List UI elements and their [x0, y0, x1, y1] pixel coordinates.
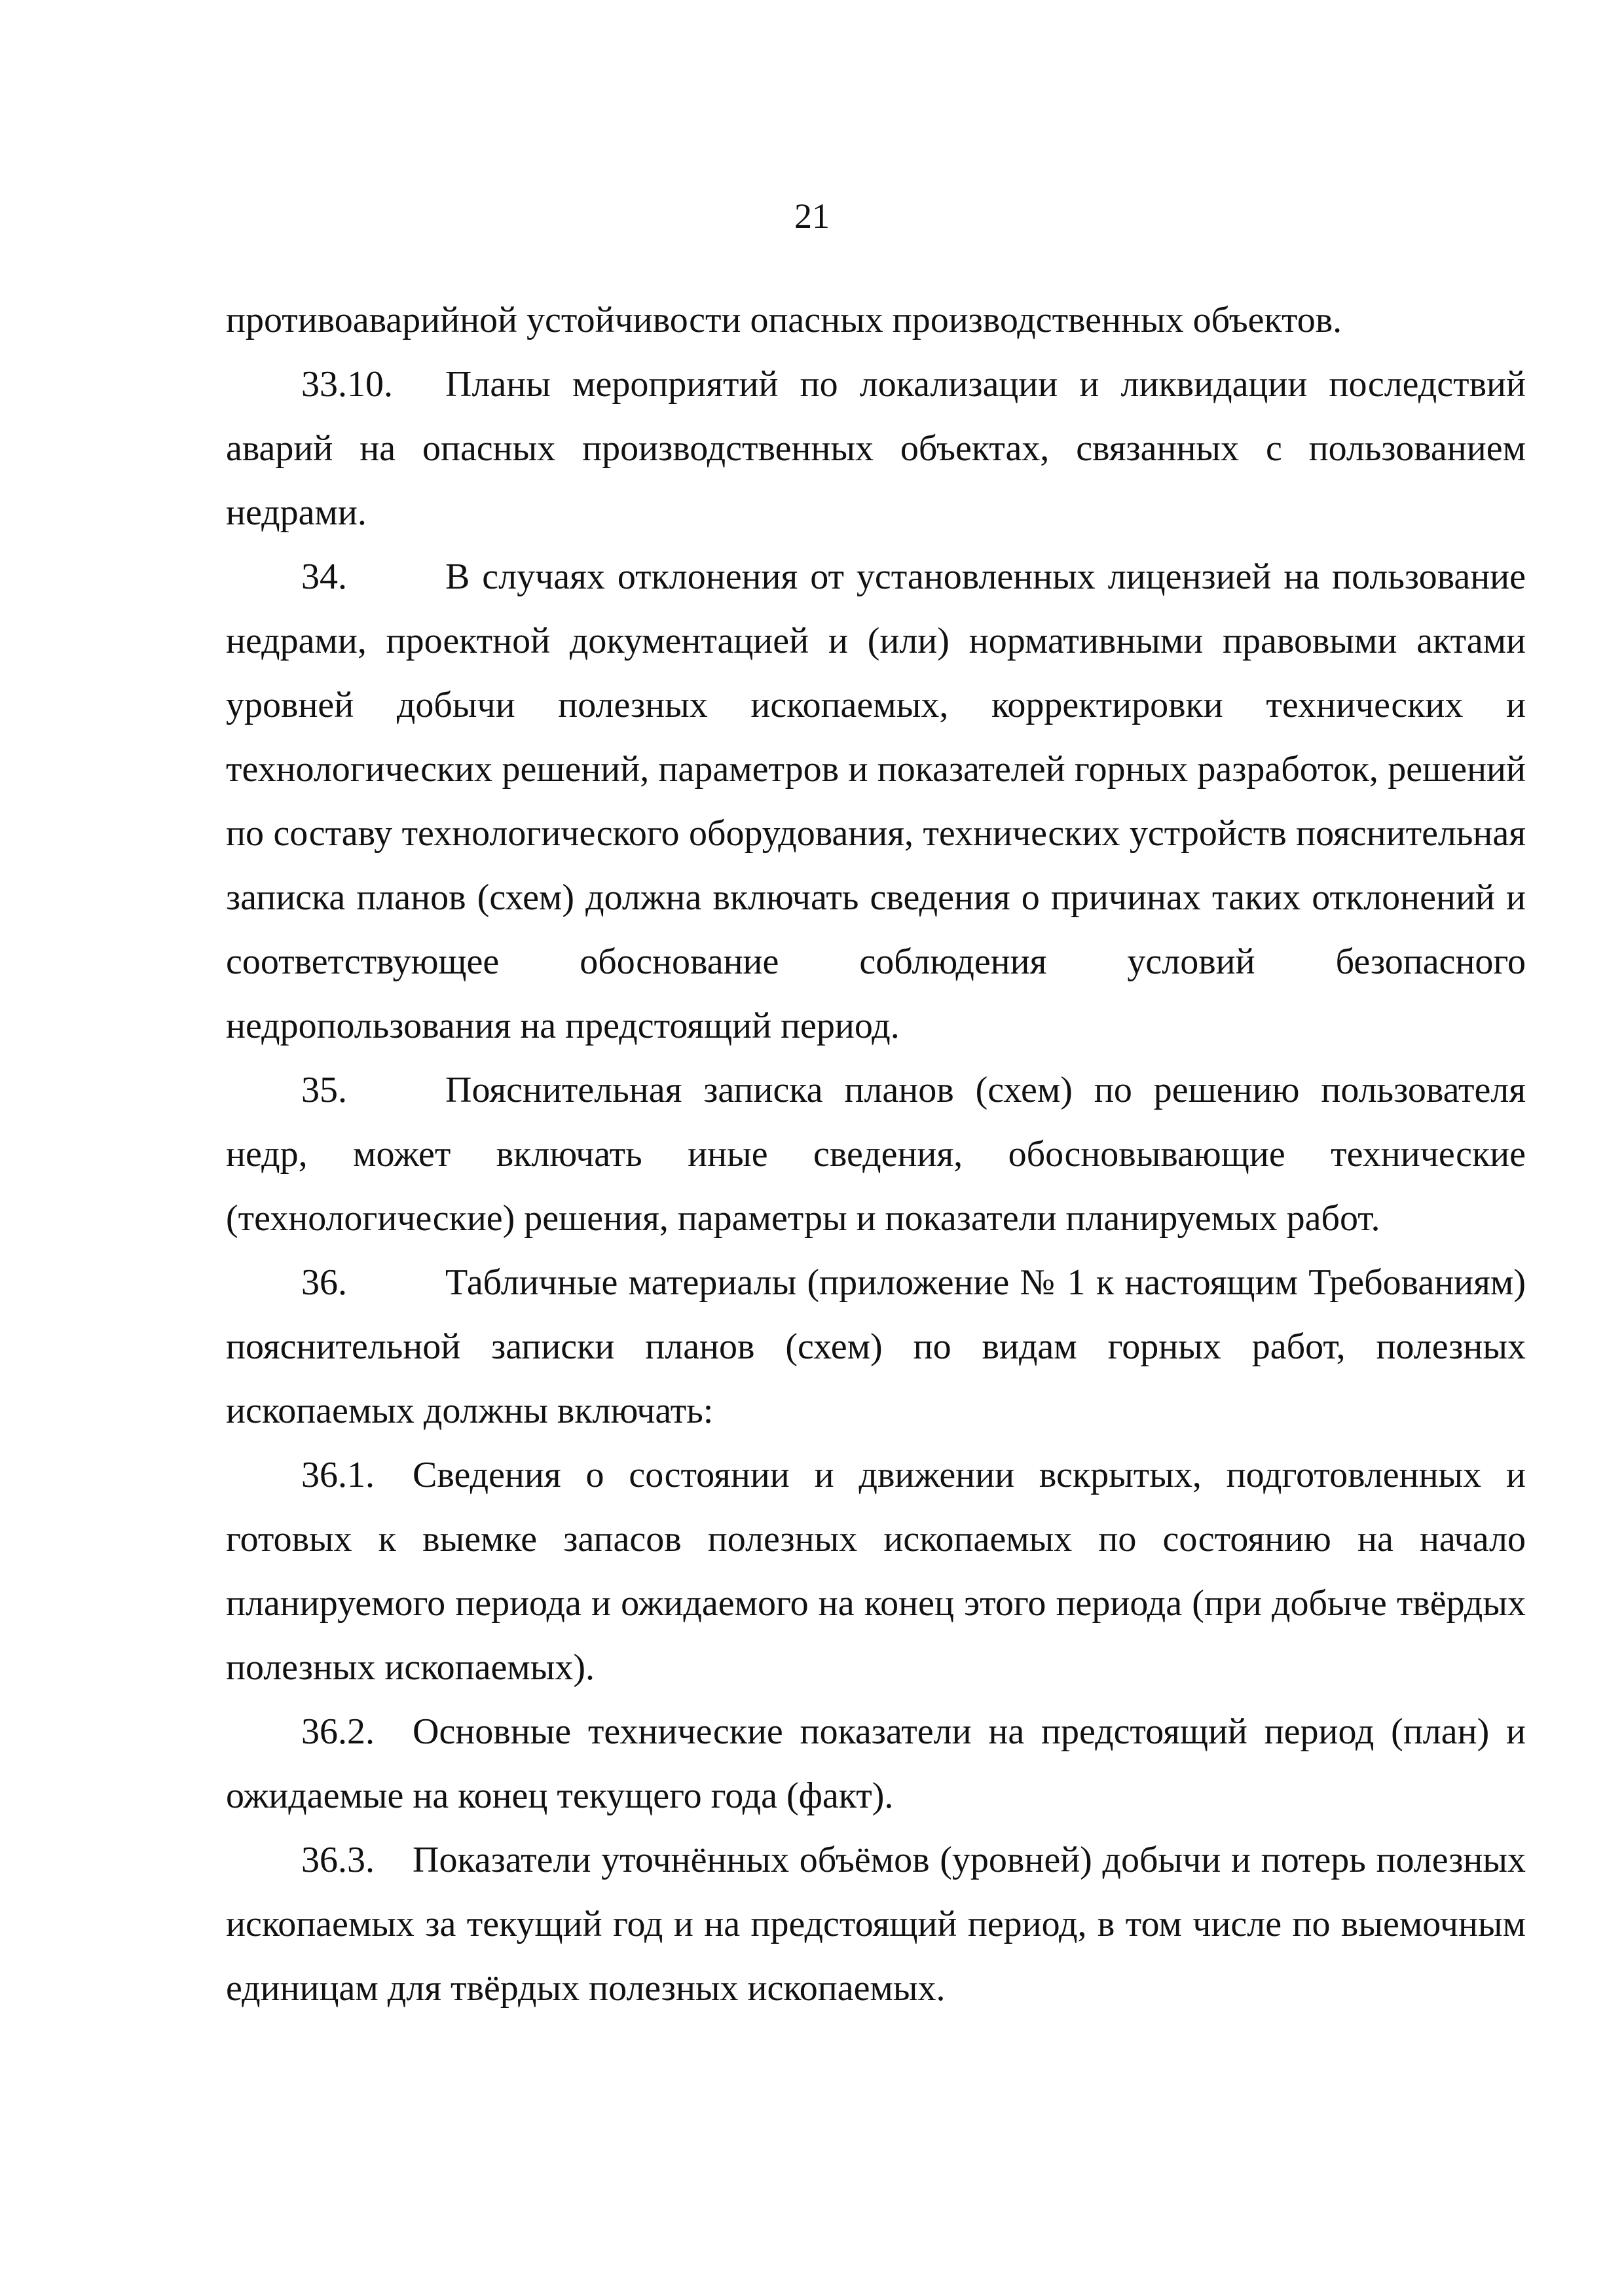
paragraph-text: Показатели уточнённых объёмов (уровней) добычи и потерь полезных ископаемых за текущий год и на предстоящий период, в том числе по выемочным единицам для твёрдых полезных ископаемых.	[226, 1840, 1526, 2009]
paragraph-text: Табличные материалы (приложение № 1 к настоящим Требованиям) пояснительной записки планов (схем) по видам горных работ, полезных ископаемых должны включать:	[226, 1262, 1526, 1431]
paragraph-number: 36.	[301, 1262, 347, 1303]
paragraph-36	[226, 1250, 1526, 1443]
paragraph-number: 36.2.	[301, 1711, 375, 1752]
paragraph-continuation	[226, 288, 1526, 352]
paragraph-text: Основные технические показатели на предстоящий период (план) и ожидаемые на конец текущего года (факт).	[226, 1711, 1526, 1816]
paragraph-number: 36.3.	[301, 1840, 375, 1880]
paragraph-34	[226, 545, 1526, 1058]
paragraph-text: противоаварийной устойчивости опасных производственных объектов.	[226, 300, 1342, 340]
paragraph-36-2	[226, 1700, 1526, 1828]
document-body	[226, 288, 1526, 2020]
paragraph-text: В случаях отклонения от установленных лицензией на пользование недрами, проектной документацией и (или) нормативными правовыми актами уровней добычи полезных ископаемых, корректировки технических и технологических решений, параметров и показателей горных разработок, решений по составу технологического оборудования, технических устройств пояснительная записка планов (схем) должна включать сведения о причинах таких отклонений и соответствующее обоснование соблюдения условий безопасного недропользования на предстоящий период.	[226, 556, 1526, 1046]
paragraph-33-10	[226, 352, 1526, 545]
paragraph-text: Пояснительная записка планов (схем) по решению пользователя недр, может включать иные сведения, обосновывающие технические (технологические) решения, параметры и показатели планируемых работ.	[226, 1070, 1526, 1239]
paragraph-number: 33.10.	[301, 364, 393, 405]
paragraph-number: 34.	[301, 556, 347, 597]
paragraph-35	[226, 1058, 1526, 1250]
paragraph-number: 36.1.	[301, 1455, 375, 1495]
paragraph-36-3	[226, 1828, 1526, 2020]
paragraph-number: 35.	[301, 1070, 347, 1110]
paragraph-text: Сведения о состоянии и движении вскрытых, подготовленных и готовых к выемке запасов полезных ископаемых по состоянию на начало планируемого периода и ожидаемого на конец этого периода (при добыче твёрдых полезных ископаемых).	[226, 1455, 1526, 1688]
page-number: 21	[794, 196, 830, 236]
paragraph-text: Планы мероприятий по локализации и ликвидации последствий аварий на опасных производственных объектах, связанных с пользованием недрами.	[226, 364, 1526, 533]
paragraph-36-1	[226, 1443, 1526, 1700]
